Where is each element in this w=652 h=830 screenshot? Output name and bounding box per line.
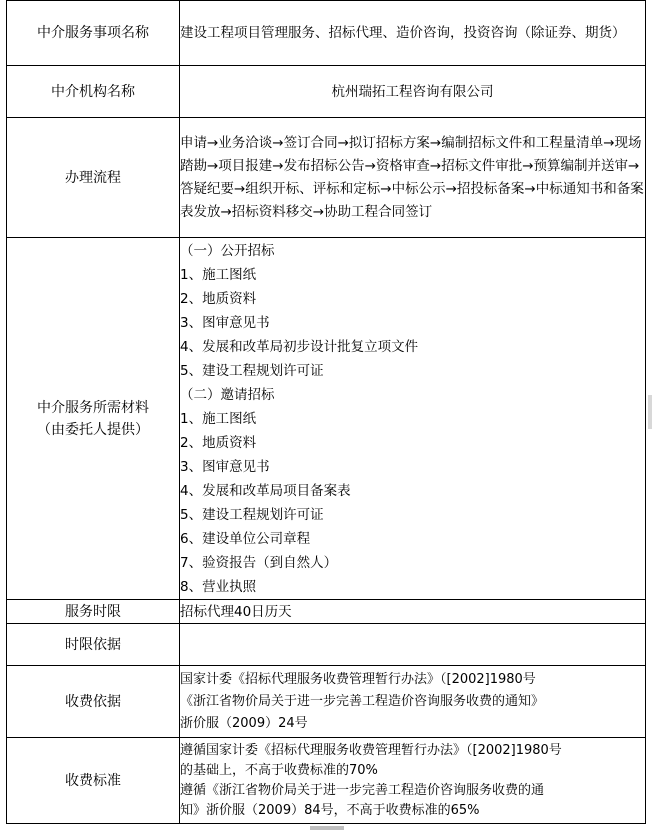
row-agency [7, 66, 646, 118]
time-limit-label: 服务时限 [7, 600, 180, 624]
list-item: 2、地质资料 [180, 290, 257, 307]
list-item: 5、建设工程规划许可证 [180, 506, 324, 523]
list-item: 4、发展和改革局项目备案表 [180, 482, 351, 499]
list-item: 4、发展和改革局初步设计批复立项文件 [180, 338, 419, 355]
fee-standard-label: 收费标准 [7, 738, 180, 824]
row-process [7, 118, 646, 238]
service-info-table [6, 0, 646, 824]
horizontal-scroll-mark[interactable] [310, 826, 344, 830]
fee-basis-line: 国家计委《招标代理服务收费管理暂行办法》（[2002]1980号 [180, 671, 536, 687]
list-item: 2、地质资料 [180, 434, 257, 451]
row-time-limit [7, 600, 646, 624]
list-item: （二）邀请招标 [180, 386, 275, 403]
list-item: 8、营业执照 [180, 578, 257, 595]
list-item: 6、建设单位公司章程 [180, 530, 311, 547]
row-matter [7, 1, 646, 66]
materials-label [7, 238, 180, 600]
vertical-scroll-mark[interactable] [648, 395, 652, 429]
list-item: （一）公开招标 [180, 242, 275, 259]
row-fee-standard [7, 738, 646, 824]
fee-basis-line: 《浙江省物价局关于进一步完善工程造价咨询服务收费的通知》 [180, 693, 545, 709]
list-item: 1、施工图纸 [180, 410, 257, 427]
fee-basis-label: 收费依据 [7, 666, 180, 738]
fee-basis-value [180, 666, 646, 738]
time-basis-value [180, 624, 646, 666]
list-item: 3、图审意见书 [180, 314, 270, 331]
fee-standard-line: 遵循国家计委《招标代理服务收费管理暂行办法》（[2002]1980号 [180, 742, 562, 758]
fee-basis-line: 浙价服（2009）24号 [180, 715, 308, 731]
time-limit-value: 招标代理40日历天 [180, 600, 646, 624]
process-label: 办理流程 [7, 118, 180, 238]
materials-list [180, 238, 646, 600]
fee-standard-line: 遵循《浙江省物价局关于进一步完善工程造价咨询服务收费的通 [180, 782, 545, 798]
materials-label-line2: （由委托人提供） [37, 421, 149, 438]
fee-standard-line: 知》浙价服（2009）84号，不高于收费标准的65% [180, 802, 480, 818]
list-item: 5、建设工程规划许可证 [180, 362, 324, 379]
agency-label: 中介机构名称 [7, 66, 180, 118]
list-item: 1、施工图纸 [180, 266, 257, 283]
time-basis-label: 时限依据 [7, 624, 180, 666]
fee-standard-value [180, 738, 646, 824]
row-materials [7, 238, 646, 600]
row-time-basis [7, 624, 646, 666]
row-fee-basis [7, 666, 646, 738]
fee-standard-line: 的基础上，不高于收费标准的70% [180, 762, 378, 778]
list-item: 3、图审意见书 [180, 458, 270, 475]
matter-value: 建设工程项目管理服务、招标代理、造价咨询，投资咨询（除证券、期货） [180, 1, 646, 66]
agency-value: 杭州瑞拓工程咨询有限公司 [180, 66, 646, 118]
matter-label: 中介服务事项名称 [7, 1, 180, 66]
process-value: 申请→业务洽谈→签订合同→拟订招标方案→编制招标文件和工程量清单→现场踏勘→项目报建→发布招标公告→资格审查→招标文件审批→预算编制并送审→答疑纪要→组织开标、评标和定标→中标公示→招投标备案→中标通知书和备案表发放→招标资料移交→协助工程合同签订 [180, 118, 646, 238]
materials-label-line1: 中介服务所需材料 [37, 399, 149, 416]
list-item: 7、验资报告（到自然人） [180, 554, 338, 571]
